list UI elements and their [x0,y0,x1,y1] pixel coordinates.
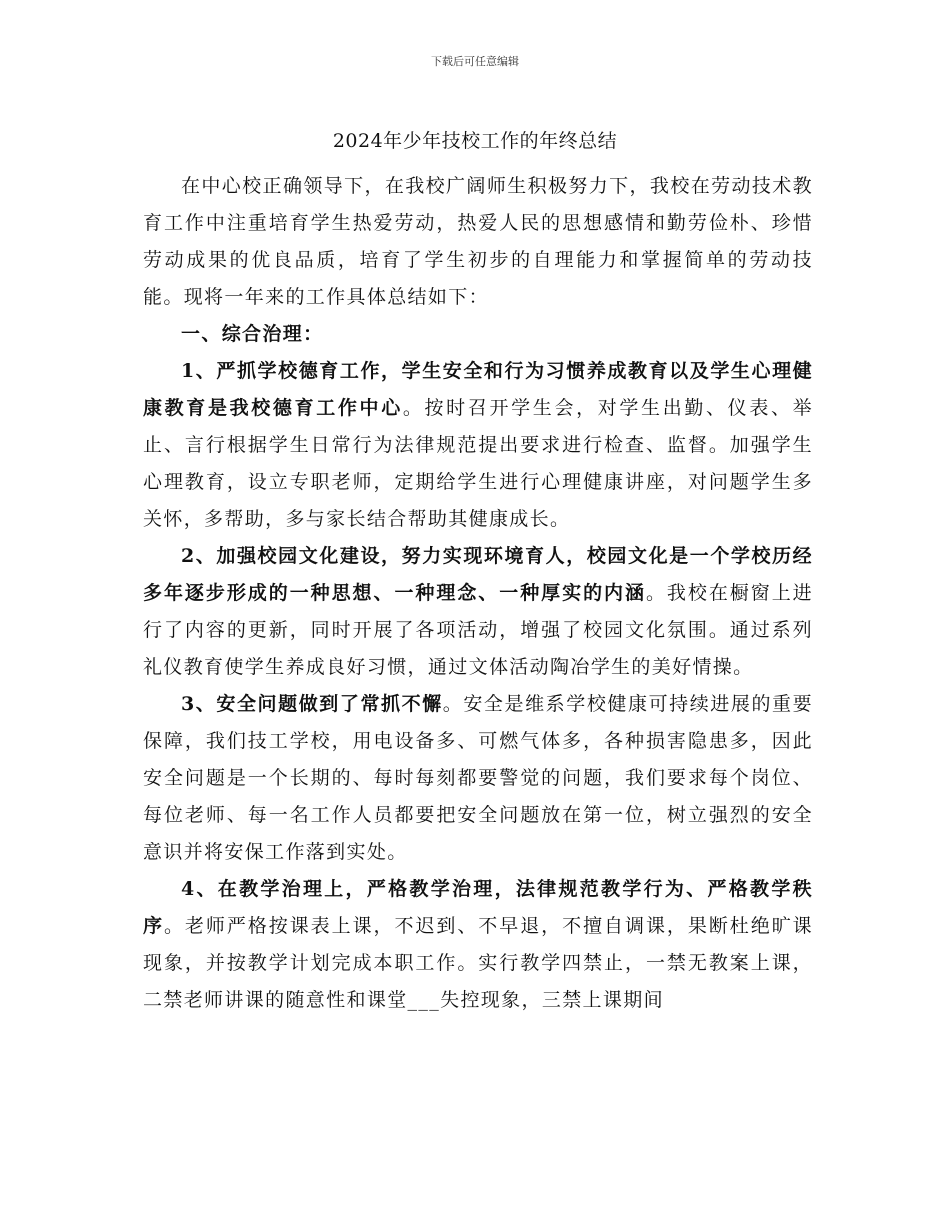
item-4-bold-lead: 4、在教学治理上，严格教学治理，法律规范教学行为、严格教学秩序 [143,878,813,937]
item-4-text: 。老师严格按课表上课，不迟到、不早退，不擅自调课，果断杜绝旷课现象，并按教学计划完成本职工作。实行教学四禁止，一禁无教案上课，二禁老师讲课的随意性和课堂___失控现象，三禁上课期间 [143,915,813,1011]
item-3-text: 。安全是维系学校健康可持续进展的重要保障，我们技工学校，用电设备多、可燃气体多，各种损害隐患多，因此安全问题是一个长期的、每时每刻都要警觉的问题，我们要求每个岗位、每位老师、每一名工作人员都要把安全问题放在第一位，树立强烈的安全意识并将安保工作落到实处。 [143,693,813,863]
item-2-bold-lead: 2、加强校园文化建设，努力实现环境育人，校园文化是一个学校历经多年逐步形成的一种思想、一种理念、一种厚实的内涵 [143,545,813,604]
document-title: 2024年少年技校工作的年终总结 [332,130,618,152]
item-paragraph-2 [143,538,813,686]
item-paragraph-4 [143,871,813,1019]
document-body [143,168,813,1019]
item-3-bold-lead: 3、安全问题做到了常抓不懈 [181,693,443,715]
header-note: 下载后可任意编辑 [431,55,519,68]
intro-paragraph: 在中心校正确领导下，在我校广阔师生积极努力下，我校在劳动技术教育工作中注重培育学生热爱劳动，热爱人民的思想感情和勤劳俭朴、珍惜劳动成果的优良品质，培育了学生初步的自理能力和掌握简单的劳动技能。现将一年来的工作具体总结如下： [143,175,813,308]
section-heading: 一、综合治理： [181,323,324,345]
item-1-bold-lead: 1、严抓学校德育工作，学生安全和行为习惯养成教育以及学生心理健康教育是我校德育工作中心 [143,360,813,419]
item-paragraph-1 [143,353,813,538]
item-1-text: 。按时召开学生会，对学生出勤、仪表、举止、言行根据学生日常行为法律规范提出要求进行检查、监督。加强学生心理教育，设立专职老师，定期给学生进行心理健康讲座，对问题学生多关怀，多帮助，多与家长结合帮助其健康成长。 [143,397,813,530]
item-2-text: 。我校在橱窗上进行了内容的更新，同时开展了各项活动，增强了校园文化氛围。通过系列礼仪教育使学生养成良好习惯，通过文体活动陶冶学生的美好情操。 [143,582,813,678]
item-paragraph-3 [143,686,813,871]
